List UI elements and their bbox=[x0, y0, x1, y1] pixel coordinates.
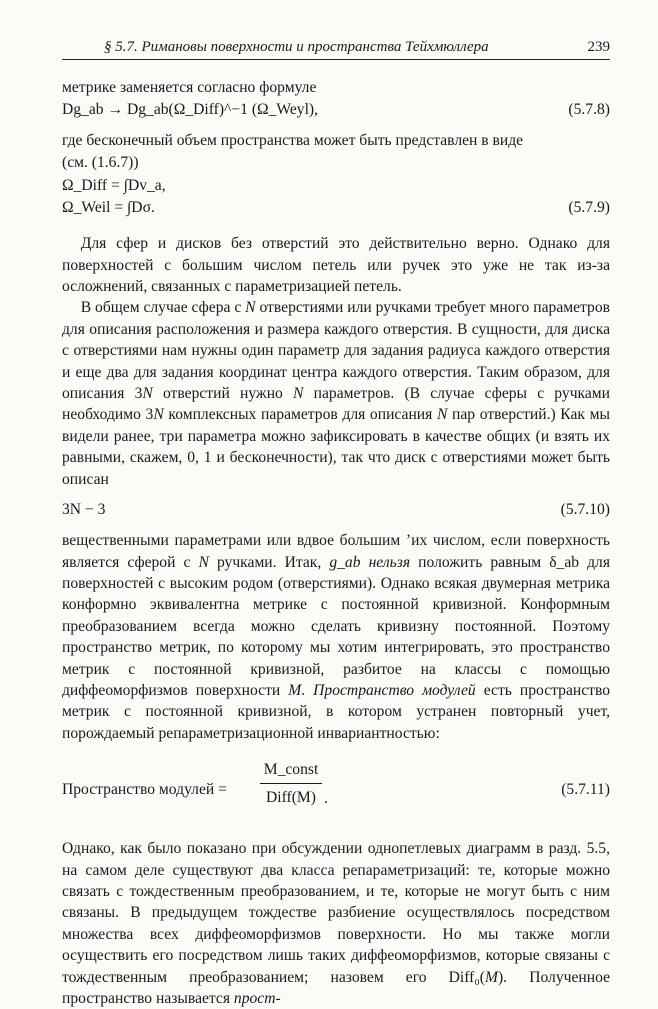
p5-var-m: M bbox=[288, 681, 302, 699]
running-title: § 5.7. Римановы поверхности и пространства Тейхмюллера bbox=[104, 39, 489, 55]
page-number: 239 bbox=[587, 39, 610, 55]
equation-5-7-11 bbox=[62, 758, 610, 824]
p5-var-n: N bbox=[198, 553, 209, 571]
equation-5-7-8-formula: Dg_ab → Dg_ab(Ω_Diff)^−1 (Ω_Weyl), bbox=[62, 101, 319, 119]
equation-5-7-9-line-2: Ω_Weil = ∫Dσ. bbox=[62, 199, 155, 217]
p5-g-cannot: g_ab нельзя bbox=[329, 553, 411, 571]
equation-5-7-11-lhs: Пространство модулей = bbox=[62, 781, 227, 799]
paragraph-3: Для сфер и дисков без отверстий это действительно верно. Однако для поверхностей с большим числом петель или ручек это уже не так из-за осложнений, связанных с параметризацией петель. bbox=[62, 235, 610, 296]
text-line-2: где бесконечный объем пространства может быть представлен в виде bbox=[62, 132, 524, 150]
text-line-3: (см. (1.6.7)) bbox=[62, 153, 139, 171]
p5-text-h: есть пространство метрик с постоянной кривизной, в котором устранен повторный учет, порождаемый репараметризационной инвариантностью: bbox=[62, 681, 610, 742]
paragraph-5 bbox=[62, 530, 610, 744]
fraction-numerator: M_const bbox=[263, 761, 319, 779]
equation-5-7-10-formula: 3N − 3 bbox=[62, 501, 106, 519]
paragraph-4 bbox=[62, 297, 610, 490]
equation-5-7-11-period: . bbox=[324, 790, 328, 808]
p4-var-n-1: N bbox=[245, 299, 256, 317]
equation-5-7-9-line-1: Ω_Diff = ∫Dv_a, bbox=[62, 177, 166, 195]
equation-5-7-10-number: (5.7.10) bbox=[560, 501, 610, 519]
page-body bbox=[62, 77, 610, 1009]
p4-text-d: параметров. (В случае сферы с ручками необходимо 3 bbox=[62, 385, 611, 424]
p4-var-n-5: N bbox=[436, 406, 448, 424]
paragraph-6 bbox=[62, 838, 610, 1009]
p4-var-n-2: N bbox=[142, 385, 153, 403]
page bbox=[62, 0, 611, 1007]
text-line-1: метрике заменяется согласно формуле bbox=[62, 79, 317, 96]
p5-text-a: вещественными параметрами или вдвое большим ʼих числом, если поверхность является сферой с bbox=[62, 532, 610, 571]
p4-text-c: отверстий нужно bbox=[152, 385, 294, 403]
p6-text-b: ). Полученное пространство называется bbox=[62, 968, 610, 1007]
equation-5-7-9 bbox=[62, 173, 610, 219]
p6-text-a: Однако, как было показано при обсуждении однопетлевых диаграмм в разд. 5.5, на самом деле существуют два класса репараметризаций: те, которые можно связать с тождественным преобразованием, и те, которые не могут быть с ним связаны. В предыдущем тождестве разбиение осуществлялось посредством множества всех диффеоморфизмов поверхности. Но мы также могли осуществить его посредством лишь таких диффеоморфизмов, которые связаны с тождественным преобразованием; назовем его Diff₀( bbox=[62, 840, 610, 986]
equation-5-7-9-number: (5.7.9) bbox=[568, 199, 610, 217]
running-header bbox=[62, 37, 610, 60]
p6-var-m: M bbox=[484, 968, 498, 986]
p4-text-e: комплексных параметров для описания bbox=[163, 406, 437, 424]
fraction-denominator: Diff(M) bbox=[266, 789, 316, 807]
p5-text-f: . bbox=[301, 681, 314, 699]
p5-text-b: ручками. Итак, bbox=[208, 553, 330, 571]
p4-text-a: В общем случае сфера с bbox=[80, 299, 246, 317]
p4-var-n-4: N bbox=[153, 406, 164, 424]
equation-5-7-8 bbox=[62, 98, 610, 122]
p6-text-c: прост- bbox=[233, 990, 281, 1007]
equation-5-7-10 bbox=[62, 498, 610, 522]
equation-5-7-11-fraction bbox=[260, 758, 322, 810]
equation-5-7-11-number: (5.7.11) bbox=[561, 781, 610, 799]
p4-text-f: пар отверстий.) Как мы видели ранее, три параметра можно зафиксировать в качестве общих (и взять их равными, скажем, 0, 1 и бесконечности), так что диск с отверстиями может быть описан bbox=[62, 406, 611, 488]
p5-moduli-term: Пространство модулей bbox=[313, 681, 476, 699]
fraction-bar bbox=[260, 783, 322, 784]
equation-5-7-8-number: (5.7.8) bbox=[568, 101, 610, 119]
p5-text-d: положить равным δ_ab для поверхностей с высоким родом (отверстиями). Однако всякая двумерная метрика конформно эквивалентна метрике с постоянной кривизной. Конформным преобразованием всегда можно сделать кривизну постоянной. Поэтому пространство метрик, по которому мы хотим интегрировать, это пространство метрик с постоянной кривизной, разбитое на классы с помощью диффеоморфизмов поверхности bbox=[62, 553, 610, 699]
p4-text-b: отверстиями или ручками требует много параметров для описания расположения и размера каждого отверстия. В сущности, для диска с отверстиями нам нужны один параметр для задания радиуса каждого отверстия и еще два для задания координат центра каждого отверстия. Таким образом, для описания 3 bbox=[62, 299, 610, 403]
p4-var-n-3: N bbox=[293, 385, 304, 403]
